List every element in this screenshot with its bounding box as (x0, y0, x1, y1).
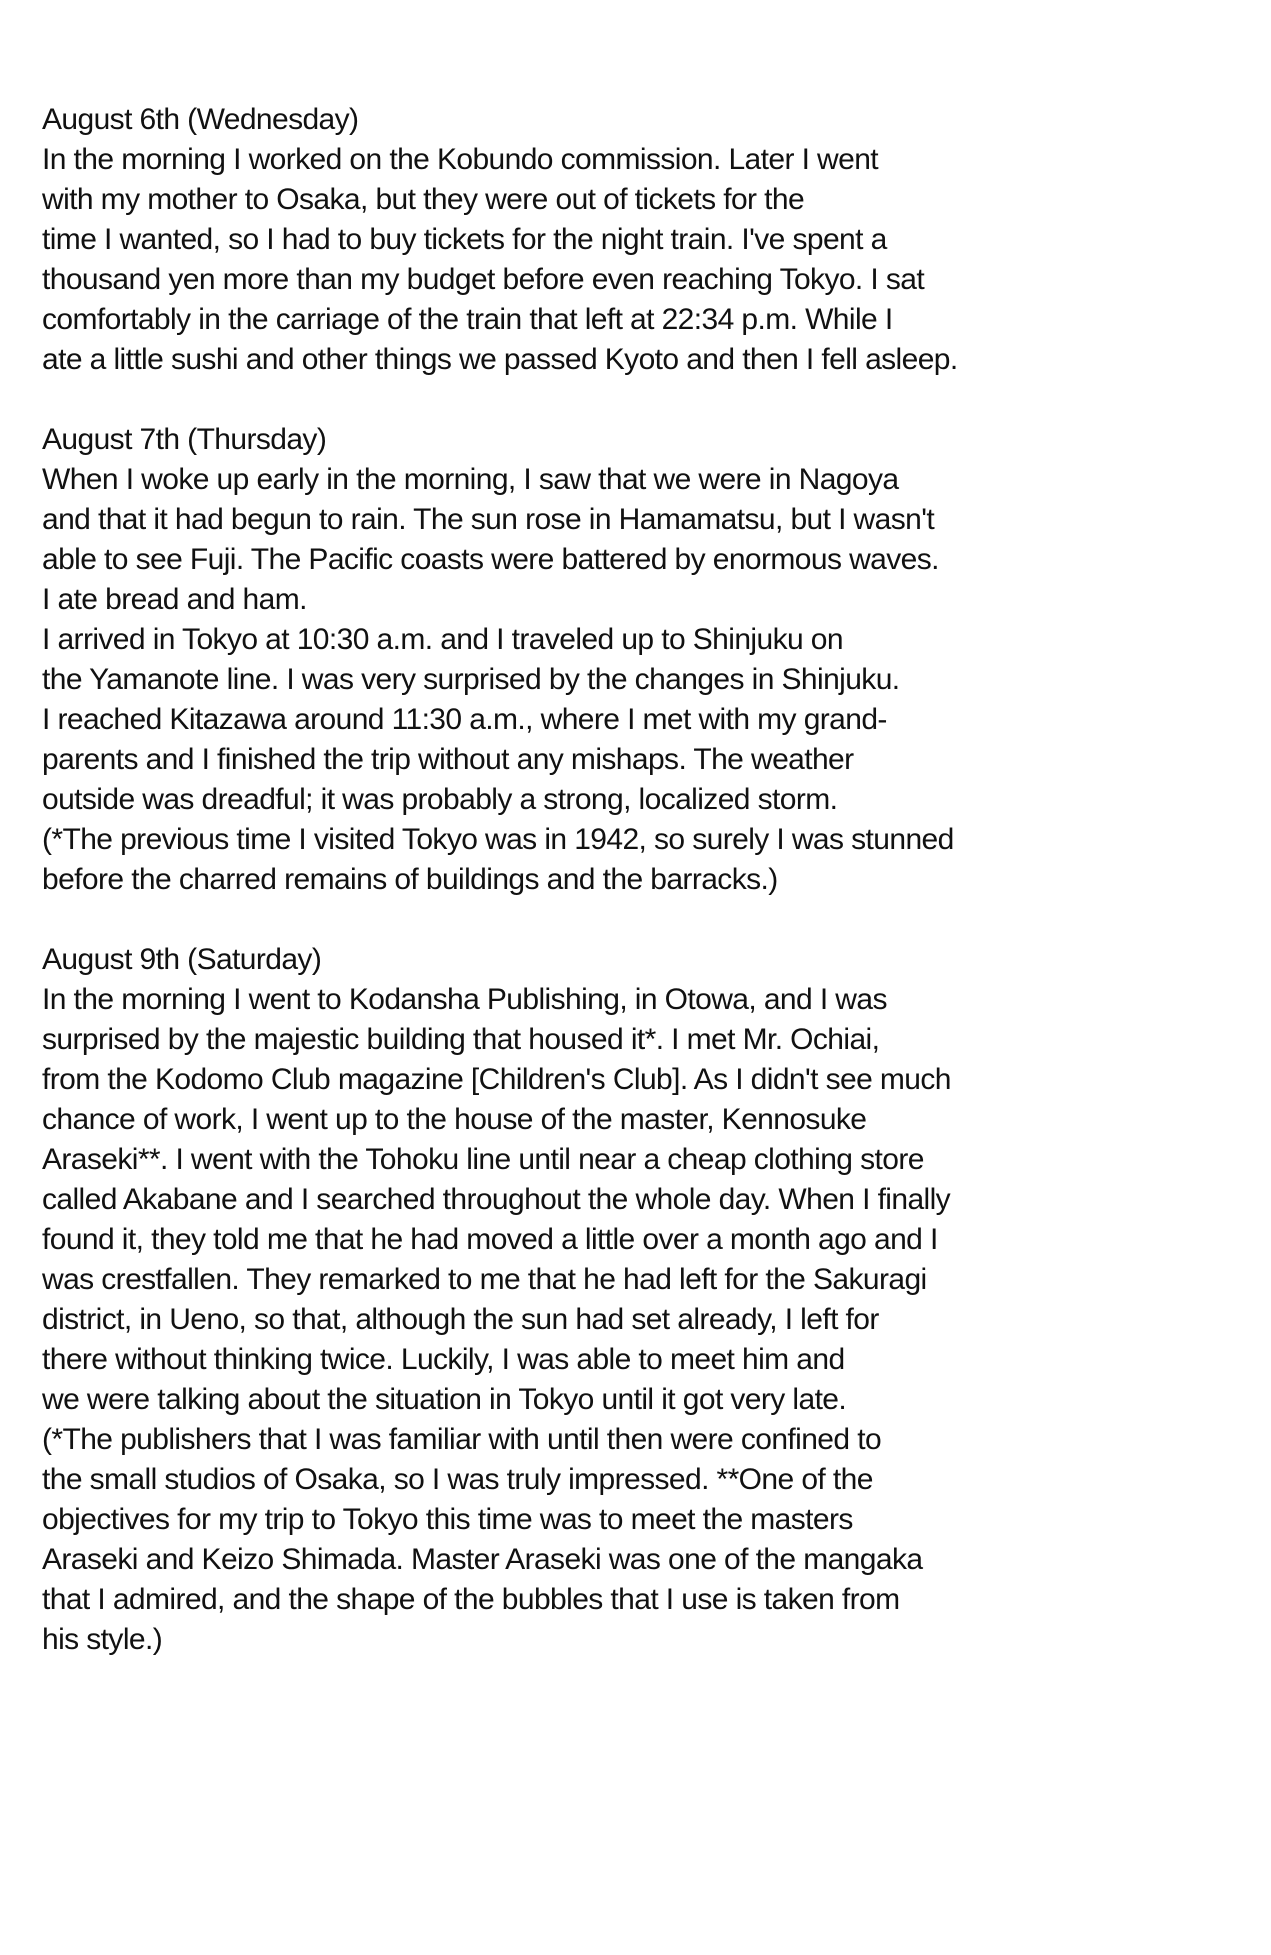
entry-text-line: chance of work, I went up to the house of the master, Kennosuke (42, 1103, 867, 1136)
entry-text-line: was crestfallen. They remarked to me that he had left for the Sakuragi (42, 1263, 927, 1296)
entry-text-line: outside was dreadful; it was probably a strong, localized storm. (42, 783, 838, 816)
entry-text-line: called Akabane and I searched throughout the whole day. When I finally (42, 1183, 951, 1216)
entry-text-line: Araseki**. I went with the Tohoku line until near a cheap clothing store (42, 1143, 924, 1176)
entry-text-line: objectives for my trip to Tokyo this time was to meet the masters (42, 1503, 853, 1536)
entry-text-line: we were talking about the situation in Tokyo until it got very late. (42, 1383, 847, 1416)
entry-text-line: his style.) (42, 1623, 163, 1656)
entry-text-line: ate a little sushi and other things we passed Kyoto and then I fell asleep. (42, 343, 958, 376)
diary-entry (42, 100, 1242, 380)
entry-text-line: Araseki and Keizo Shimada. Master Araseki was one of the mangaka (42, 1543, 923, 1576)
entry-text-line: (*The publishers that I was familiar with until then were confined to (42, 1423, 882, 1456)
entry-text-line: parents and I finished the trip without any mishaps. The weather (42, 743, 854, 776)
diary-entry (42, 420, 1242, 900)
entry-text-line: surprised by the majestic building that housed it*. I met Mr. Ochiai, (42, 1023, 880, 1056)
entry-text-line: I arrived in Tokyo at 10:30 a.m. and I traveled up to Shinjuku on (42, 623, 843, 656)
entry-text-line: district, in Ueno, so that, although the sun had set already, I left for (42, 1303, 879, 1336)
entry-text-line: In the morning I went to Kodansha Publishing, in Otowa, and I was (42, 983, 887, 1016)
entry-text-line: that I admired, and the shape of the bubbles that I use is taken from (42, 1583, 900, 1616)
entry-text-line: I ate bread and ham. (42, 583, 307, 616)
entry-date-heading: August 9th (Saturday) (42, 943, 322, 976)
entry-date-heading: August 7th (Thursday) (42, 423, 327, 456)
entry-text-line: (*The previous time I visited Tokyo was in 1942, so surely I was stunned (42, 823, 954, 856)
entry-text-line: time I wanted, so I had to buy tickets for the night train. I've spent a (42, 223, 887, 256)
entry-text-line: with my mother to Osaka, but they were out of tickets for the (42, 183, 805, 216)
entry-text-line: and that it had begun to rain. The sun rose in Hamamatsu, but I wasn't (42, 503, 935, 536)
entry-date-heading: August 6th (Wednesday) (42, 103, 359, 136)
entry-text-line: the Yamanote line. I was very surprised by the changes in Shinjuku. (42, 663, 900, 696)
entry-text-line: there without thinking twice. Luckily, I was able to meet him and (42, 1343, 845, 1376)
diary-entry (42, 940, 1242, 1660)
entry-text-line: When I woke up early in the morning, I saw that we were in Nagoya (42, 463, 899, 496)
entry-text-line: the small studios of Osaka, so I was truly impressed. **One of the (42, 1463, 873, 1496)
entry-text-line: able to see Fuji. The Pacific coasts were battered by enormous waves. (42, 543, 939, 576)
diary-page (42, 100, 1242, 1700)
entry-text-line: In the morning I worked on the Kobundo commission. Later I went (42, 143, 879, 176)
entry-text-line: I reached Kitazawa around 11:30 a.m., where I met with my grand- (42, 703, 887, 736)
entry-text-line: comfortably in the carriage of the train that left at 22:34 p.m. While I (42, 303, 893, 336)
entry-text-line: found it, they told me that he had moved a little over a month ago and I (42, 1223, 938, 1256)
entry-text-line: before the charred remains of buildings and the barracks.) (42, 863, 778, 896)
entry-text-line: from the Kodomo Club magazine [Children's Club]. As I didn't see much (42, 1063, 951, 1096)
entry-text-line: thousand yen more than my budget before even reaching Tokyo. I sat (42, 263, 925, 296)
